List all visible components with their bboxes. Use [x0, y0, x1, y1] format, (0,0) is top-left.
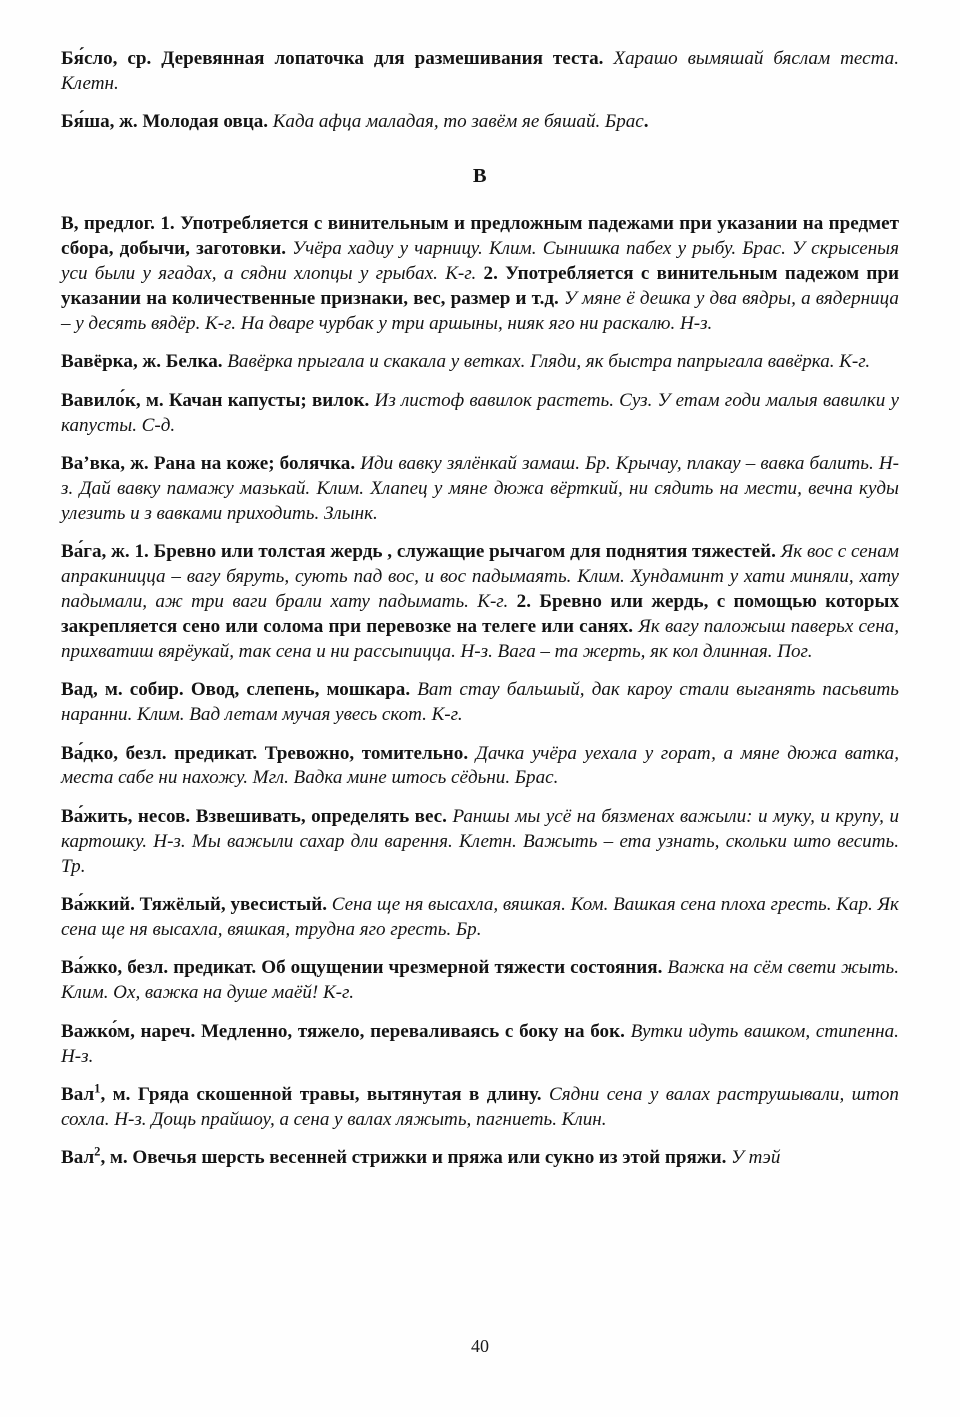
- gloss: Овечья шерсть весенней стрижки и пряжа или сукно из этой пряжи.: [132, 1147, 727, 1169]
- example-citation: Раншы мы усё на бязменах важыли: и муку, и крупу, и картошку. Н-з. Мы важыли сахар дли варення. Клетн. Важыть – ета узнать, скольки што весить. Тр.: [61, 805, 899, 877]
- headword-grammar: , м.: [100, 1147, 128, 1169]
- sense-number-2: 2.: [516, 591, 531, 612]
- example-citation: Сена ще ня высахла, вяшкая. Ком. Вашкая сена плоха гресть. Кар. Як сена ще ня высахла, вяшкая, трудна яго гресть. Бр.: [61, 894, 899, 940]
- dictionary-entry-vadko: [61, 742, 899, 792]
- headword: Бя́сло, ср.: [61, 48, 152, 69]
- dictionary-entry-vazhko: [61, 956, 899, 1006]
- headword: Вавёрка, ж.: [61, 351, 162, 373]
- example-citation: Ват стау бальшый, дак кароу стали выганять пасьвить наранни. Клим. Вад летам мучая увесь скот. К-г.: [61, 679, 899, 726]
- example-citation: Вавёрка прыгала и скакала у ветках. Гляди, як быстра папрыгала вавёрка. К-г.: [227, 351, 871, 373]
- page-number: 40: [471, 1336, 489, 1356]
- gloss: Овод, слепень, мошкара.: [190, 679, 411, 701]
- gloss: Взвешивать, определять вес.: [195, 805, 447, 827]
- example-citation: У тэй: [731, 1147, 781, 1169]
- headword: В, предлог.: [61, 213, 155, 235]
- homograph-superscript: 2: [94, 1144, 101, 1159]
- headword: Ва’вка, ж.: [61, 452, 149, 474]
- sense-1-example: Учёра хадиу у чарницу. Клим. Сынишка пабех у рыбу. Брас. У скрысеныя уси были у ягадах, а сядни хлопцы у грыбах. К-г.: [61, 238, 899, 285]
- headword: Бя́ша, ж.: [61, 111, 138, 133]
- dictionary-entry-vaga: [61, 540, 899, 665]
- dictionary-entry-val-2: [61, 1146, 899, 1171]
- example-citation: Када афца маладая, то завём яе бяшай. Брас: [272, 111, 644, 133]
- headword: Ва́жить, несов.: [61, 805, 191, 827]
- gloss: Качан капусты; вилок.: [168, 389, 370, 411]
- example-citation: Вутки идуть вашком, стипенна. Н-з.: [61, 1020, 899, 1067]
- example-citation: Из листоф вавилок растеть. Суз. У етам годи малыя вавилки у капусты. С-д.: [61, 389, 899, 436]
- sense-1-gloss: Употребляется с винительным и предложным падежами при указании на предмет сбора, добычи, заготовки.: [61, 213, 899, 260]
- gloss: Об ощущении чрезмерной тяжести состояния.: [261, 957, 663, 979]
- gloss: Белка.: [165, 351, 223, 373]
- example-citation: Важка на сём свети жыть. Клим. Ох, важка на душе маёй! К-г.: [61, 957, 899, 1004]
- headword-base: Вал: [61, 1084, 95, 1105]
- dictionary-entry-vad: [61, 678, 899, 728]
- gloss: Деревянная лопаточка для размешивания теста.: [161, 48, 604, 69]
- sense-number-2: 2.: [483, 263, 498, 285]
- sense-1-gloss: Бревно или толстая жердь , служащие рычагом для поднятия тяжестей.: [153, 541, 776, 563]
- gloss: Молодая овца.: [142, 111, 269, 133]
- dictionary-entry-vavilok: [61, 389, 899, 439]
- headword: Ва́дко, безл. предикат.: [61, 742, 258, 764]
- headword: Вад, м. собир.: [61, 679, 184, 701]
- headword: Вавило́к, м.: [61, 389, 164, 411]
- dictionary-entry-v-predlog: [61, 212, 899, 337]
- headword: Ва́га, ж.: [61, 541, 130, 563]
- headword-base: Вал: [61, 1147, 95, 1169]
- headword: Важко́м, нареч.: [61, 1020, 196, 1042]
- letter-section-header-wrapper: [61, 165, 899, 188]
- gloss: Гряда скошенной травы, вытянутая в длину.: [137, 1084, 542, 1105]
- dictionary-entry-val-1: [61, 1083, 899, 1133]
- homograph-superscript: 1: [94, 1081, 101, 1096]
- example-citation: Харашо вымяшай бяслам теста. Клетн.: [61, 48, 899, 94]
- sense-2-gloss: Бревно или жердь, с помощью которых закрепляется сено или солома при перевозке на телеге или санях.: [61, 591, 899, 637]
- example-terminal-punctuation: .: [643, 111, 649, 133]
- dictionary-entry-vazhkiy: [61, 893, 899, 943]
- sense-2-example: Як вагу паложыш паверьх сена, прихватиш вярёукай, так сена и ни рассыпицца. Н-з. Вага – та жерть, як кол длинная. Пог.: [61, 615, 899, 662]
- sense-number-1: 1.: [160, 213, 175, 235]
- sense-2-example: У мяне ё дешка у два вядры, а вядерница – у десять вядёр. К-г. На дваре чурбак у три аршыны, нияк яго ни раскалю. Н-з.: [61, 287, 899, 334]
- sense-2-gloss: Употребляется с винительным падежом при указании на количественные признаки, вес, размер и т.д.: [61, 263, 899, 309]
- sense-number-1: 1.: [134, 541, 149, 563]
- dictionary-entry-vavka: [61, 452, 899, 527]
- gloss: Медленно, тяжело, переваливаясь с боку на бок.: [200, 1020, 625, 1042]
- gloss: Тревожно, томительно.: [264, 742, 469, 764]
- example-citation: Дачка учёра уехала у горат, а мяне дюжа ватка, места сабе ни нахожу. Мгл. Вадка мине штось сёдьни. Брас.: [61, 742, 899, 789]
- page-content-column: [61, 47, 899, 1171]
- headword-grammar: , м.: [100, 1084, 131, 1105]
- dictionary-entry-vavyorka: [61, 350, 899, 375]
- headword: Ва́жкий.: [61, 894, 135, 916]
- dictionary-entry-byaslo: [61, 47, 899, 97]
- dictionary-entry-vazhkom: [61, 1020, 899, 1070]
- gloss: Рана на коже; болячка.: [153, 452, 356, 474]
- dictionary-entry-vazhit: [61, 805, 899, 880]
- sense-1-example: Як вос с сенам апракиницца – вагу бяруть, сують пад вос, и вос падымаять. Клим. Хундаминт у хати миняли, хату падымали, аж три ваги брали хату падымать. К-г.: [61, 541, 899, 612]
- headword: Ва́жко, безл. предикат.: [61, 957, 257, 979]
- dictionary-entry-byasha: [61, 110, 899, 135]
- gloss: Тяжёлый, увесистый.: [139, 894, 328, 916]
- letter-section-header: В: [472, 165, 488, 188]
- example-citation: Иди вавку зялёнкай замаш. Бр. Крычау, плакау – вавка балить. Н-з. Дай вавку памажу мазькай. Клим. Хлапец у мяне дюжа вёрткий, ни сядить на мести, вечна куды улезить и з вавками приходить. Злынк.: [61, 452, 899, 524]
- example-citation: Сядни сена у валах раструшывали, штоп сохла. Н-з. Дощь прайшоу, а сена у валах ляжыть, пагниеть. Клин.: [61, 1084, 899, 1130]
